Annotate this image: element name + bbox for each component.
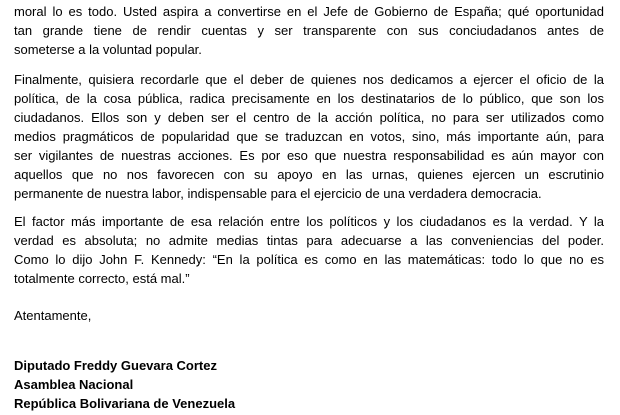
paragraph-2-line-5: ser vigilantes de nuestras acciones. Es por eso que nuestra responsabilidad es aún mayor con — [14, 148, 604, 163]
paragraph-2-line-1: Finalmente, quisiera recordarle que el deber de quienes nos dedicamos a ejercer el oficio de la — [14, 72, 604, 87]
paragraph-2-line-4: medios pragmáticos de popularidad que se traduzcan en votos, sino, más importante aún, para — [14, 129, 604, 144]
paragraph-3-line-1: El factor más importante de esa relación entre los políticos y los ciudadanos es la verdad. Y la — [14, 214, 604, 229]
paragraph-1-line-1: moral lo es todo. Usted aspira a convertirse en el Jefe de Gobierno de España; qué oportunidad — [14, 4, 604, 19]
paragraph-3-line-4: totalmente correcto, está mal.” — [14, 271, 190, 286]
signature-country: República Bolivariana de Venezuela — [14, 396, 236, 411]
paragraph-3-line-2: verdad es absoluta; no admite medias tintas para adecuarse a las conveniencias del poder. — [14, 233, 604, 248]
paragraph-3-line-3: Como lo dijo John F. Kennedy: “En la política es como en las matemáticas: todo lo que no es — [14, 252, 604, 267]
paragraph-2-line-7: permanente de nuestra labor, indispensable para el ejercicio de una verdadera democracia. — [14, 186, 542, 201]
paragraph-1-line-2: tan grande tiene de rendir cuentas y ser transparente con sus conciudadanos antes de — [14, 23, 604, 38]
paragraph-2-line-6: aquellos que no nos favorecen con su apoyo en las urnas, quienes ejercen un escrutinio — [14, 167, 604, 182]
paragraph-1-line-3: someterse a la voluntad popular. — [14, 42, 202, 57]
closing-salutation: Atentamente, — [14, 308, 92, 323]
paragraph-2-line-3: ciudadanos. Ellos son y deben ser el centro de la acción política, no para ser utilizados como — [14, 110, 604, 125]
paragraph-3 — [14, 212, 604, 288]
signature-institution: Asamblea Nacional — [14, 377, 134, 392]
paragraph-1 — [14, 2, 604, 59]
signature-name: Diputado Freddy Guevara Cortez — [14, 358, 217, 373]
signature-block — [14, 356, 235, 413]
paragraph-2-line-2: política, de la cosa pública, radica precisamente en los destinatarios de lo público, que son los — [14, 91, 604, 106]
paragraph-2 — [14, 70, 604, 203]
